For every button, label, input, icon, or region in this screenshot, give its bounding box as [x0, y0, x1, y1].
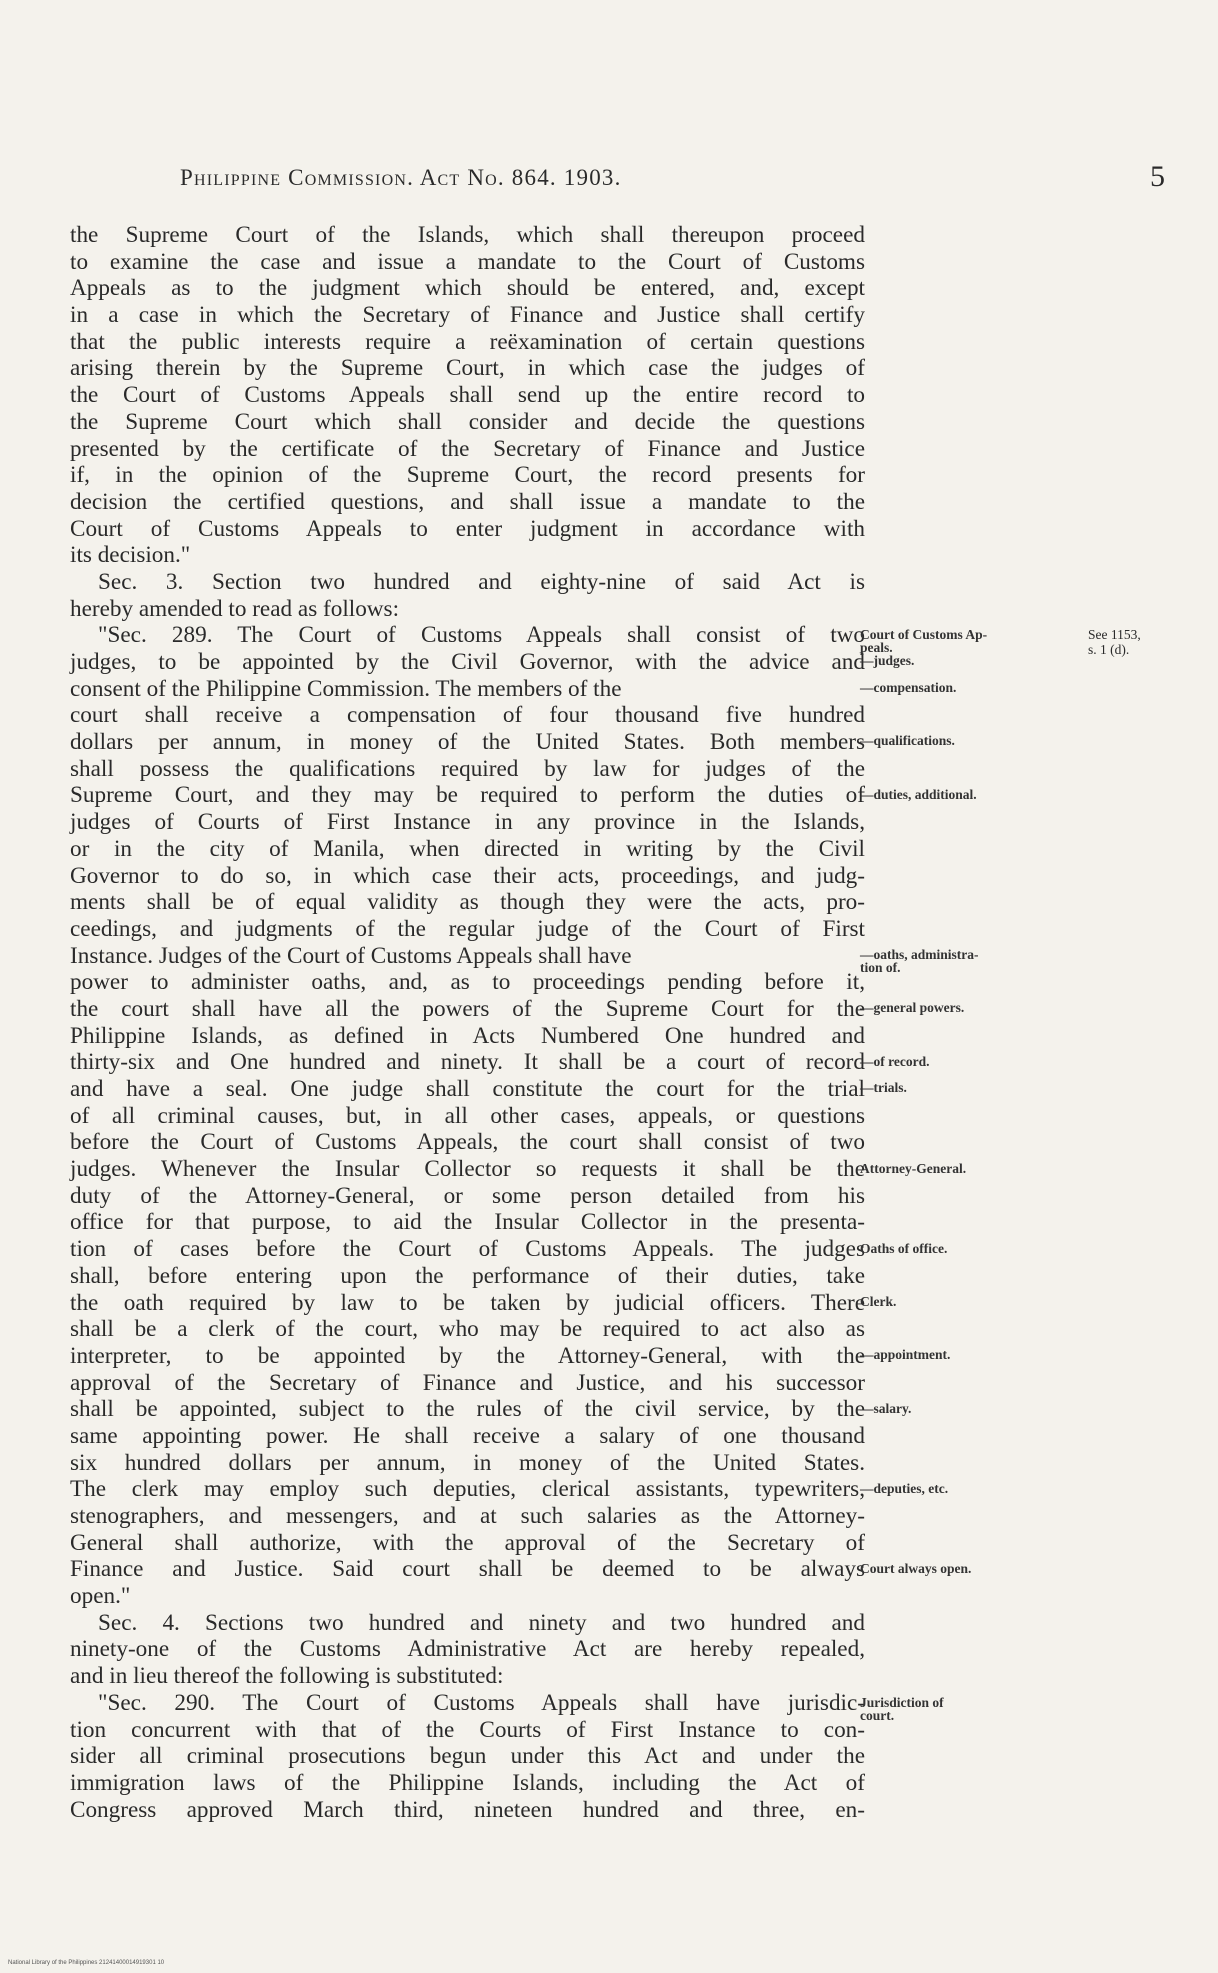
- text-line: "Sec. 289. The Court of Customs Appeals shall consist of two: [98, 622, 865, 649]
- text-line: office for that purpose, to aid the Insular Collector in the presenta-: [70, 1209, 865, 1236]
- text-line: before the Court of Customs Appeals, the court shall consist of two: [70, 1129, 865, 1156]
- margin-note: Clerk.: [860, 1294, 897, 1309]
- text-line: the oath required by law to be taken by judicial officers. There: [70, 1289, 865, 1316]
- text-line: Governor to do so, in which case their acts, proceedings, and judg-: [70, 862, 865, 889]
- text-line: Supreme Court, and they may be required to perform the duties of: [70, 782, 865, 809]
- text-line: hereby amended to read as follows:: [70, 595, 400, 622]
- text-line: that the public interests require a reëxamination of certain questions: [70, 328, 865, 355]
- text-line: presented by the certificate of the Secretary of Finance and Justice: [70, 435, 865, 462]
- text-line: Sec. 4. Sections two hundred and ninety and two hundred and: [98, 1609, 865, 1636]
- text-line: or in the city of Manila, when directed in writing by the Civil: [70, 835, 865, 862]
- margin-note: —trials.: [860, 1080, 907, 1096]
- margin-note: —appointment.: [860, 1347, 951, 1363]
- text-line: shall be appointed, subject to the rules of the civil service, by the: [70, 1396, 865, 1423]
- text-line: to examine the case and issue a mandate to the Court of Customs: [70, 248, 865, 275]
- text-line: approval of the Secretary of Finance and Justice, and his successor: [70, 1369, 865, 1396]
- text-line: Finance and Justice. Said court shall be deemed to be always: [70, 1556, 865, 1583]
- margin-note: tion of.: [860, 960, 901, 976]
- text-line: if, in the opinion of the Supreme Court, the record presents for: [70, 462, 865, 489]
- cross-reference: [1088, 627, 1208, 657]
- text-line: immigration laws of the Philippine Islands, including the Act of: [70, 1769, 865, 1796]
- text-line: the Supreme Court of the Islands, which shall thereupon proceed: [70, 222, 865, 248]
- text-line: General shall authorize, with the approval of the Secretary of: [70, 1529, 865, 1556]
- text-line: judges of Courts of First Instance in any province in the Islands,: [70, 809, 865, 836]
- text-line: ceedings, and judgments of the regular judge of the Court of First: [70, 915, 865, 942]
- margin-note: —compensation.: [860, 679, 957, 695]
- text-line: thirty-six and One hundred and ninety. It shall be a court of record: [70, 1049, 865, 1076]
- margin-note: peals.: [860, 639, 893, 655]
- text-line: consent of the Philippine Commission. The members of the: [70, 675, 622, 702]
- text-line: six hundred dollars per annum, in money of the United States.: [70, 1449, 865, 1476]
- text-line: The clerk may employ such deputies, clerical assistants, typewriters,: [70, 1476, 865, 1503]
- text-line: in a case in which the Secretary of Finance and Justice shall certify: [70, 302, 865, 329]
- text-line: Instance. Judges of the Court of Customs Appeals shall have: [70, 942, 632, 969]
- margin-note: —salary.: [860, 1400, 912, 1416]
- text-line: and in lieu thereof the following is substituted:: [70, 1663, 504, 1690]
- text-line: stenographers, and messengers, and at such salaries as the Attorney-: [70, 1503, 865, 1529]
- margin-note: Court always open.: [860, 1561, 972, 1576]
- margin-note: —qualifications.: [860, 733, 955, 749]
- text-line: shall be a clerk of the court, who may be required to act also as: [70, 1316, 865, 1343]
- text-line: Congress approved March third, nineteen hundred and three, en-: [70, 1796, 865, 1823]
- text-line: the Court of Customs Appeals shall send up the entire record to: [70, 382, 865, 409]
- text-line: sider all criminal prosecutions begun under this Act and under the: [70, 1743, 865, 1770]
- page-number: 5: [1150, 160, 1165, 193]
- margin-note: Attorney-General.: [860, 1160, 967, 1176]
- text-line: duty of the Attorney-General, or some person detailed from his: [70, 1182, 865, 1209]
- text-line: interpreter, to be appointed by the Attorney-General, with the: [70, 1342, 865, 1369]
- page-header: Philippine Commission. Act No. 864. 1903.: [180, 165, 622, 190]
- margin-note: court.: [860, 1707, 895, 1723]
- text-line: judges, to be appointed by the Civil Governor, with the advice and: [70, 649, 865, 675]
- text-line: same appointing power. He shall receive a salary of one thousand: [70, 1422, 865, 1449]
- text-line: arising therein by the Supreme Court, in which case the judges of: [70, 355, 865, 382]
- text-line: "Sec. 290. The Court of Customs Appeals shall have jurisdic-: [98, 1689, 865, 1716]
- text-line: the Supreme Court which shall consider and decide the questions: [70, 408, 865, 435]
- text-line: of all criminal causes, but, in all other cases, appeals, or questions: [70, 1102, 865, 1129]
- text-line: decision the certified questions, and shall issue a mandate to the: [70, 488, 865, 515]
- margin-note: —deputies, etc.: [860, 1480, 949, 1496]
- body-text: [70, 222, 865, 1823]
- text-line: its decision.": [70, 542, 191, 569]
- margin-note: —general powers.: [860, 1000, 965, 1016]
- text-line: ninety-one of the Customs Administrative Act are hereby repealed,: [70, 1636, 865, 1663]
- text-line: Appeals as to the judgment which should be entered, and, except: [70, 275, 865, 302]
- text-line: power to administer oaths, and, as to proceedings pending before it,: [70, 969, 865, 996]
- margin-note: —oaths, administra-: [860, 946, 979, 962]
- text-line: tion of cases before the Court of Customs Appeals. The judges: [70, 1236, 865, 1263]
- cross-reference-line-2: s. 1 (d).: [1088, 641, 1130, 657]
- text-line: and have a seal. One judge shall constitute the court for the trial: [70, 1076, 865, 1102]
- text-line: tion concurrent with that of the Courts of First Instance to con-: [70, 1716, 865, 1743]
- text-line: court shall receive a compensation of four thousand five hundred: [70, 702, 865, 729]
- text-line: ments shall be of equal validity as though they were the acts, pro-: [70, 889, 865, 916]
- cross-reference-line-1: See 1153,: [1088, 626, 1141, 642]
- text-line: Court of Customs Appeals to enter judgment in accordance with: [70, 515, 865, 542]
- text-line: shall possess the qualifications required by law for judges of the: [70, 755, 865, 782]
- text-line: Philippine Islands, as defined in Acts Numbered One hundred and: [70, 1022, 865, 1049]
- margin-note: —duties, additional.: [860, 786, 977, 802]
- text-line: open.": [70, 1583, 131, 1610]
- scan-footer: National Library of the Philippines 21241400014919301 10: [8, 1960, 165, 1966]
- text-line: the court shall have all the powers of the Supreme Court for the: [70, 995, 865, 1022]
- text-line: shall, before entering upon the performance of their duties, take: [70, 1262, 865, 1289]
- margin-note: Jurisdiction of: [860, 1694, 944, 1710]
- margin-note: —of record.: [860, 1053, 930, 1069]
- text-line: judges. Whenever the Insular Collector so requests it shall be the: [70, 1156, 865, 1183]
- text-line: dollars per annum, in money of the United States. Both members: [70, 729, 865, 756]
- text-line: Sec. 3. Section two hundred and eighty-nine of said Act is: [98, 568, 865, 595]
- margin-note: Oaths of office.: [860, 1240, 948, 1256]
- margin-note: —judges.: [860, 653, 915, 669]
- margin-note: Court of Customs Ap-: [860, 626, 988, 642]
